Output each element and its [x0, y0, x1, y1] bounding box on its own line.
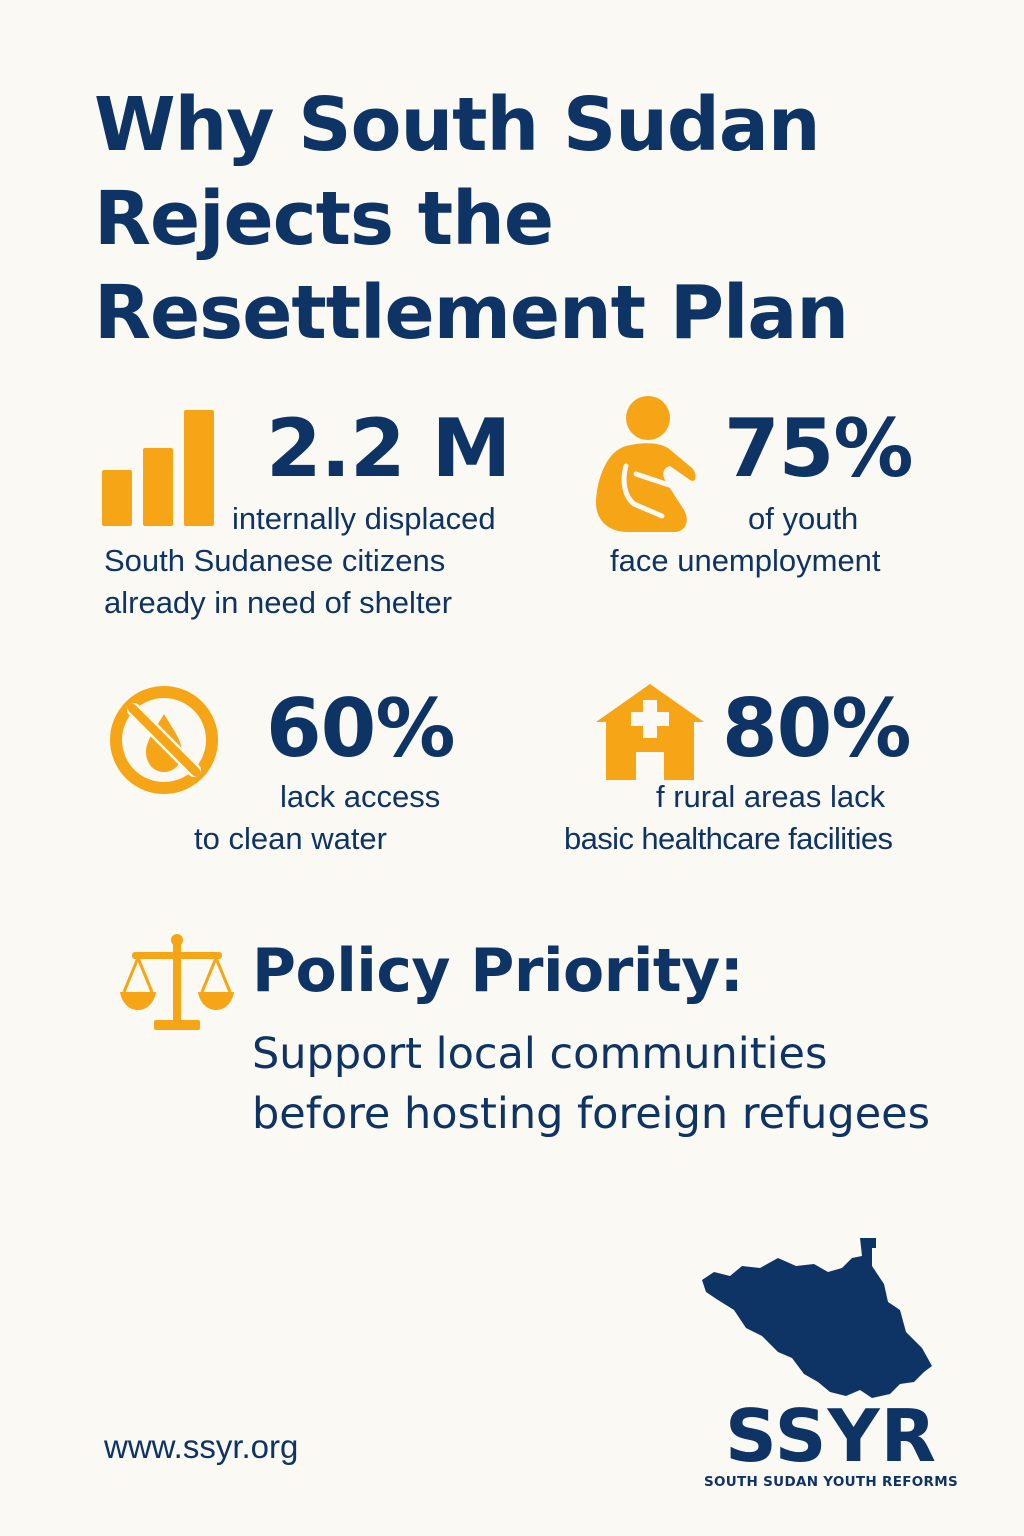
title-line-1: Why South Sudan — [94, 82, 820, 168]
stat-water-line-1: lack access — [280, 779, 441, 814]
policy-title: Policy Priority: — [252, 936, 744, 1006]
policy-line-1: Support local communities — [252, 1029, 828, 1079]
logo-text: SSYR — [724, 1394, 938, 1478]
logo-subtitle: SOUTH SUDAN YOUTH REFORMS — [703, 1474, 958, 1490]
stat-unemployment-line-1: of youth — [748, 501, 859, 536]
stat-healthcare-line-2: basic healthcare facilities — [564, 821, 893, 856]
policy-line-2: before hosting foreign refugees — [252, 1089, 931, 1139]
stat-displaced-value: 2.2 M — [266, 402, 511, 495]
title-line-2: Rejects the — [94, 176, 554, 262]
stat-water-value: 60% — [266, 682, 455, 775]
page-title — [94, 78, 954, 360]
stat-unemployment-line-2: face unemployment — [610, 543, 881, 578]
south-sudan-map-icon — [700, 1236, 936, 1402]
stat-healthcare-value: 80% — [722, 682, 911, 775]
stat-healthcare-line-1: f rural areas lack — [656, 779, 886, 814]
bar-chart-icon — [102, 408, 216, 526]
stat-displaced-line-1: internally displaced — [232, 501, 496, 536]
health-facility-icon — [594, 682, 706, 782]
stat-unemployment-value: 75% — [724, 402, 913, 495]
title-line-3: Resettlement Plan — [94, 270, 849, 356]
seated-person-icon — [592, 396, 702, 534]
stat-displaced-line-2: South Sudanese citizens — [104, 543, 446, 578]
no-water-icon — [108, 684, 220, 796]
policy-text — [252, 1024, 930, 1144]
stat-displaced-line-3: already in need of shelter — [104, 585, 453, 620]
scales-icon — [118, 934, 236, 1032]
website-link[interactable]: www.ssyr.org — [104, 1428, 299, 1465]
stat-water-line-2: to clean water — [194, 821, 387, 856]
